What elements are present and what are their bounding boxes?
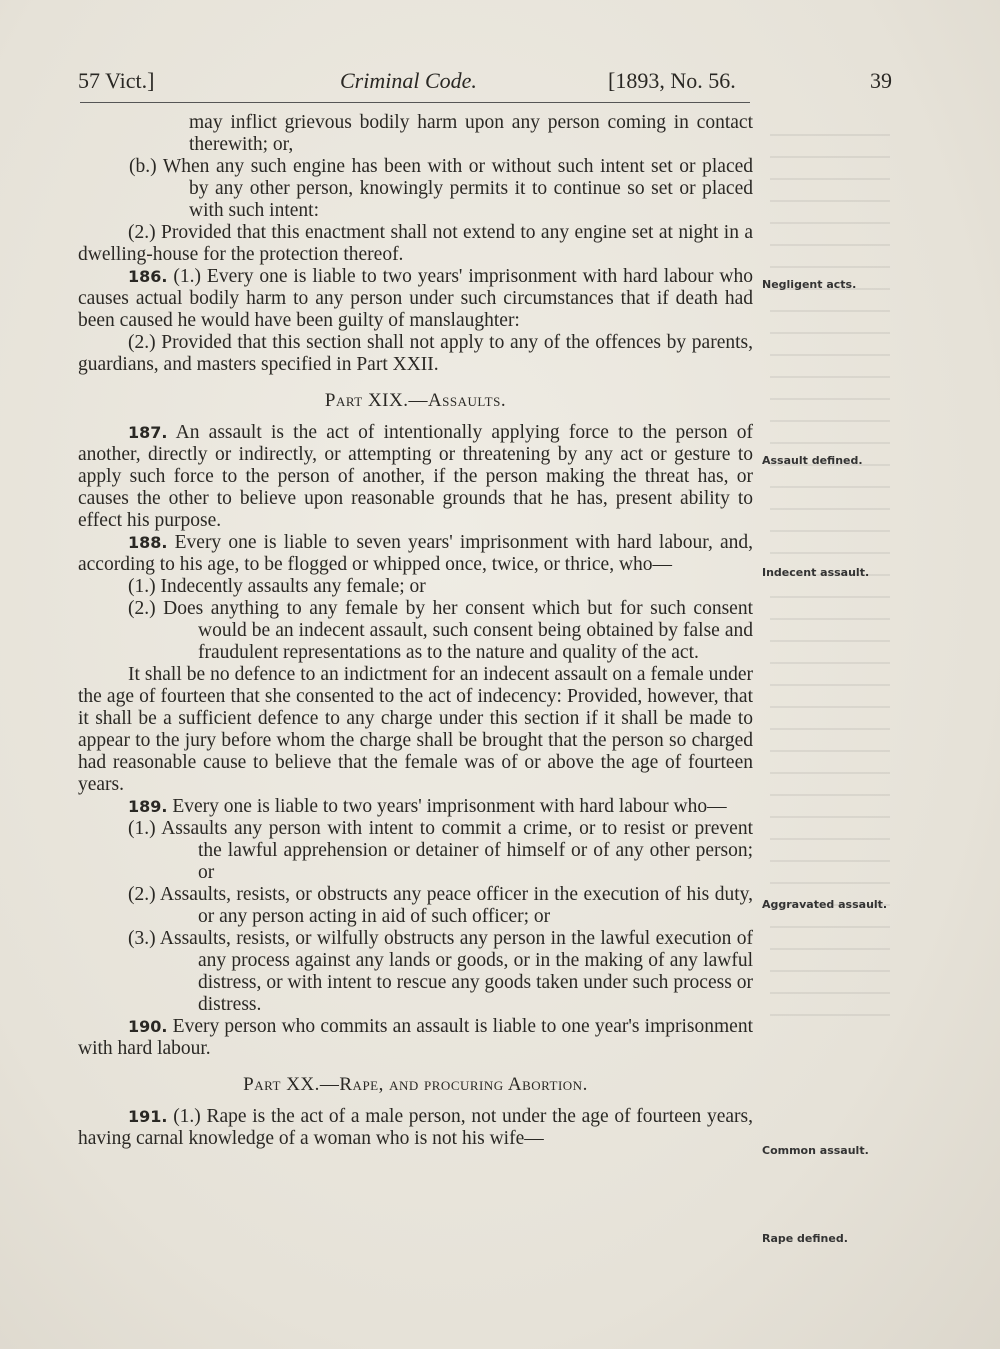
main-text [78, 112, 753, 1150]
section-188 [78, 532, 753, 576]
section-text: Every person who commits an assault is liable to one year's imprisonment with hard labour. [78, 1016, 754, 1059]
section-number: 188. [128, 533, 168, 552]
section-text: (1.) Every one is liable to two years' imprisonment with hard labour who causes actual bodily harm to any person under such circumstances that if death had been caused he would have been guilty of manslaughter: [78, 266, 753, 331]
section-text: Every one is liable to two years' imprisonment with hard labour who— [172, 796, 727, 817]
part-heading: Part XIX.—Assaults. [324, 390, 507, 411]
page-number: 39 [870, 68, 892, 93]
paragraph: may inflict grievous bodily harm upon any person coming in contact therewith; or, [189, 112, 753, 155]
paragraph: (3.) Assaults, resists, or wilfully obstructs any person in the lawful execution of any process against any lands or goods, or in the making of any lawful distress, or with intent to rescue any goods taken under such process or distress. [128, 928, 753, 1015]
paragraph: (2.) Provided that this section shall not apply to any of the offences by parents, guardians, and masters specified in Part XXII. [78, 332, 753, 375]
paragraph: (2.) Does anything to any female by her consent which but for such consent would be an indecent assault, such consent being obtained by false and fraudulent representations as to the nature and quality of the act. [128, 598, 753, 663]
section-189 [78, 796, 753, 818]
paragraph: (1.) Indecently assaults any female; or [128, 576, 426, 597]
section-191 [78, 1106, 753, 1150]
section-number: 189. [128, 797, 168, 816]
header-rule [80, 102, 750, 103]
part-heading: Part XX.—Rape, and procuring Abortion. [243, 1074, 588, 1095]
margin-note: Aggravated assault. [762, 898, 888, 911]
section-number: 191. [128, 1107, 168, 1126]
section-number: 190. [128, 1017, 168, 1036]
section-number: 186. [128, 267, 168, 286]
section-190 [78, 1016, 753, 1060]
section-text: (1.) Rape is the act of a male person, not under the age of fourteen years, having carnal knowledge of a woman who is not his wife— [78, 1106, 753, 1149]
margin-note: Assault defined. [762, 454, 863, 467]
section-186 [78, 266, 753, 332]
section-text: Every one is liable to seven years' imprisonment with hard labour, and, according to his age, to be flogged or whipped once, twice, or thrice, who— [78, 532, 753, 575]
margin-note: Indecent assault. [762, 566, 870, 579]
margin-note: Negligent acts. [762, 278, 857, 291]
running-header [78, 68, 892, 98]
section-text: An assault is the act of intentionally applying force to the person of another, directly or indirectly, or attempting or threatening by any act or gesture to apply such force to the person of another, if the person making the threat has, or causes the other to believe upon reasonable grounds that he has, present ability to effect his purpose. [78, 422, 753, 531]
section-187 [78, 422, 753, 532]
section-number: 187. [128, 423, 168, 442]
header-act-number: [1893, No. 56. [608, 68, 736, 93]
paragraph: (2.) Provided that this enactment shall not extend to any engine set at night in a dwelling-house for the protection thereof. [78, 222, 753, 265]
paragraph: (1.) Assaults any person with intent to commit a crime, or to resist or prevent the lawful apprehension or detainer of himself or of any other person; or [128, 818, 753, 883]
margin-note: Rape defined. [762, 1232, 848, 1245]
paragraph: It shall be no defence to an indictment for an indecent assault on a female under the age of fourteen that she consented to the act of indecency: Provided, however, that it shall be a sufficient defence to any charge under this section if it shall be made to appear to the jury before whom the charge shall be brought that the person so charged had reasonable cause to believe that the female was of or above the age of fourteen years. [78, 664, 753, 795]
paragraph: (b.) When any such engine has been with or without such intent set or placed by any other person, knowingly permits it to continue so set or placed with such intent: [129, 156, 753, 221]
margin-note: Common assault. [762, 1144, 869, 1157]
header-regnal-year: 57 Vict.] [78, 68, 155, 93]
header-title: Criminal Code. [340, 68, 477, 93]
paragraph: (2.) Assaults, resists, or obstructs any peace officer in the execution of his duty, or any person acting in aid of such officer; or [128, 884, 753, 927]
